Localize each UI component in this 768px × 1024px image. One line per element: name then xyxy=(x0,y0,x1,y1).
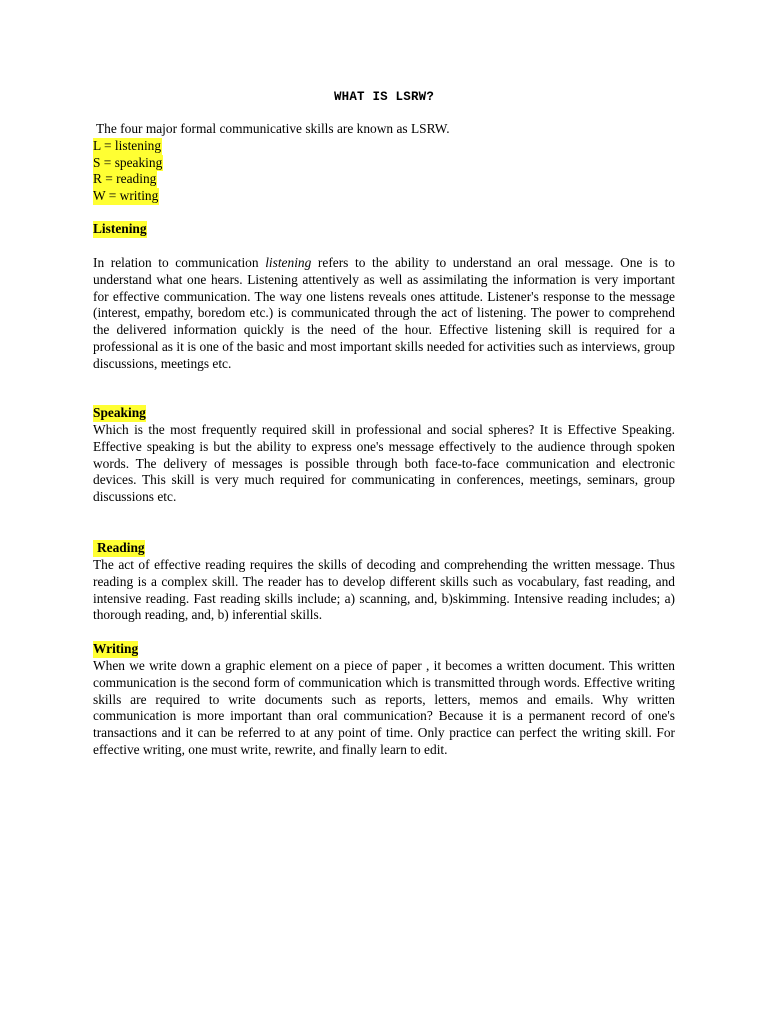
writing-heading-row xyxy=(93,641,675,658)
listening-body-start: In relation to communication xyxy=(93,255,266,270)
list-item-s: S = speaking xyxy=(93,154,163,170)
writing-heading: Writing xyxy=(93,641,139,656)
reading-heading-row xyxy=(93,540,675,557)
writing-paragraph: When we write down a graphic element on a piece of paper , it becomes a written document. This written communication is the second form of communication which is transmitted through words. Effective writing skills are required to write documents such as reports, letters, memos and emails. Why written communication is more important than oral communication? Because it is a permanent record of one's transactions and it can be referred to at any point of time. Only practice can perfect the writing skill. For effective writing, one must write, rewrite, and finally learn to edit. xyxy=(93,658,675,757)
page-title: WHAT IS LSRW? xyxy=(333,90,435,104)
intro-lead: The four major formal communicative skills are known as LSRW. xyxy=(96,121,450,136)
lsrw-list xyxy=(93,138,675,205)
intro-section xyxy=(93,121,675,205)
speaking-heading-row xyxy=(93,405,675,422)
listening-body-rest: refers to the ability to understand an oral message. One is to understand what one hears. Listening attentively as well as assimilating the information is very important for effective communication. The way one listens reveals ones attitude. Listener's response to the message (interest, empathy, boredom etc.) is communicated through the act of listening. The power to comprehend the delivered information quickly is the need of the hour. Effective listening skill is required for a professional as it is one of the basic and most important skills needed for activities such as interviews, group discussions, meetings etc. xyxy=(93,255,675,371)
listening-paragraph xyxy=(93,255,675,373)
list-item-l: L = listening xyxy=(93,137,162,153)
list-item xyxy=(93,138,675,155)
reading-heading: Reading xyxy=(93,540,145,557)
speaking-heading: Speaking xyxy=(93,405,146,420)
list-item xyxy=(93,171,675,188)
reading-paragraph: The act of effective reading requires the skills of decoding and comprehending the written message. Thus reading is a complex skill. The reader has to develop different skills such as vocabulary, fast reading, and intensive reading. Fast reading skills include; a) scanning, and, b)skimming. Intensive reading includes; a) thorough reading, and, b) inferential skills. xyxy=(93,557,675,623)
listening-heading-row xyxy=(93,221,675,238)
speaking-paragraph: Which is the most frequently required skill in professional and social spheres? It is Effective Speaking. Effective speaking is but the ability to express one's message effectively to the audience through spoken words. The delivery of messages is possible through both face-to-face communication and electronic devices. This skill is very much required for communicating in conferences, meetings, seminars, group discussions etc. xyxy=(93,422,675,505)
listening-body-emphasis: listening xyxy=(265,255,312,270)
list-item xyxy=(93,188,675,205)
listening-heading: Listening xyxy=(93,221,147,236)
list-item-r: R = reading xyxy=(93,171,157,187)
list-item xyxy=(93,155,675,172)
list-item-w: W = writing xyxy=(93,188,159,204)
